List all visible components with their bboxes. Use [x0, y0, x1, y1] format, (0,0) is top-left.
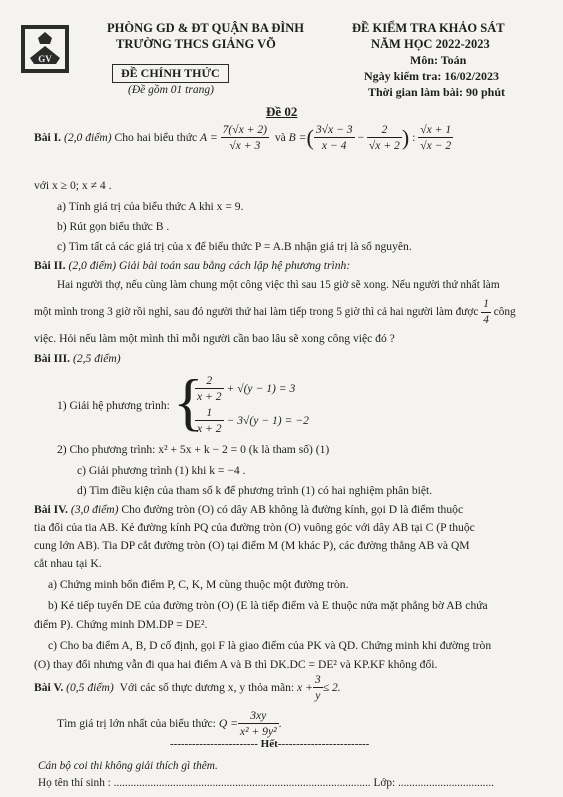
question-2-points: (2,0 điểm) — [68, 259, 117, 272]
question-1-label: Bài I. — [34, 131, 62, 144]
question-2-line-1: Hai người thợ, nếu cùng làm chung một công việc thì sau 15 giờ sẽ xong. Nếu người thứ nhất làm — [57, 279, 500, 291]
question-3-part-2: 2) Cho phương trình: x² + 5x + k − 2 = 0 (k là tham số) (1) — [57, 443, 330, 456]
q-expr-lhs: Q = — [218, 717, 238, 730]
question-2-line-2-end: công — [493, 306, 516, 318]
question-3-label: Bài III. — [34, 352, 71, 365]
question-4-line-3: cung lớn AB). Tia DP cắt đường tròn (O) tại điểm M (M khác P), các đường thẳng AB và QM — [34, 539, 470, 552]
question-2-title: Giải bài toán sau bằng cách lập hệ phương trình: — [119, 259, 351, 272]
exam-title: ĐỀ KIỂM TRA KHẢO SÁT — [352, 21, 505, 35]
question-2-label: Bài II. — [34, 259, 66, 272]
question-5-line-1 — [34, 672, 341, 703]
question-1-header: Bài I. (2,0 điểm) Cho hai biểu thức A = $\frac{7(√x + 2)}{√x + 3}$ và B = ( $\frac{3√x - 3}{x - 4}$ − $\frac{2}{√x + 2}$ ) : $\frac{√x + 1}{√x - 2}$ — [34, 123, 452, 152]
question-3-header — [34, 351, 121, 366]
and-word: và — [274, 131, 286, 144]
constraint-numerator: 3 — [314, 673, 321, 686]
question-4-points: (3,0 điểm) — [70, 503, 119, 516]
school-logo — [20, 24, 70, 74]
division-sign: : — [412, 131, 416, 144]
constraint-rhs: ≤ 2. — [322, 681, 341, 694]
expr-b-lhs: B = — [288, 131, 307, 144]
question-3-part-c: c) Giải phương trình (1) khi k = −4 . — [77, 464, 246, 477]
q-expr-end: . — [278, 717, 282, 730]
question-4-line-4: cắt nhau tại K. — [34, 557, 102, 570]
quarter-denominator: 4 — [483, 314, 489, 326]
question-5-points: (0,5 điểm) — [66, 681, 114, 694]
expr-b-fraction-3 — [418, 122, 453, 153]
exam-code: Đề 02 — [266, 104, 298, 119]
question-4-part-a: a) Chứng minh bốn điểm P, C, K, M cùng thuộc một đường tròn. — [48, 578, 349, 591]
school-name: TRƯỜNG THCS GIẢNG VÕ — [116, 37, 276, 51]
question-4-text-1: Cho đường tròn (O) có dây AB không là đường kính, gọi D là điểm thuộc — [121, 503, 464, 516]
candidate-info-line: Họ tên thí sinh : ........................................................................................... Lớp: .................................. — [38, 777, 494, 789]
question-3-points: (2,5 điểm) — [73, 352, 121, 365]
subject: Môn: Toán — [410, 53, 467, 67]
question-5-label: Bài V. — [34, 681, 64, 694]
quarter-fraction — [481, 297, 491, 328]
question-1-condition: với x ≥ 0; x ≠ 4 . — [34, 179, 112, 192]
expr-a-fraction — [221, 122, 269, 153]
expr-a-numerator: 7(√x + 2) — [222, 123, 268, 136]
system-equation-2 — [195, 405, 309, 436]
question-1-part-c: c) Tìm tất cả các giá trị của x để biểu thức P = A.B nhận giá trị là số nguyên. — [57, 240, 412, 253]
eq1-fraction — [195, 373, 224, 404]
expr-a-denominator: √x + 3 — [229, 139, 261, 152]
svg-text:GV: GV — [38, 54, 52, 64]
question-1-intro: Cho hai biểu thức — [114, 131, 198, 144]
constraint-lhs: x + — [297, 681, 313, 694]
constraint-fraction — [313, 672, 323, 703]
question-4-label: Bài IV. — [34, 503, 68, 516]
expr-b-fraction-1 — [314, 122, 355, 153]
end-marker: ------------------------ Hết------------------------- — [170, 738, 370, 750]
constraint-denominator: y — [315, 689, 321, 702]
school-year: NĂM HỌC 2022-2023 — [371, 37, 490, 51]
expr-b-f3-den: √x − 2 — [420, 139, 452, 152]
expr-b-f3-num: √x + 1 — [420, 123, 452, 136]
expr-b-f2-den: √x + 2 — [368, 139, 400, 152]
official-label: ĐỀ CHÍNH THỨC — [112, 64, 229, 83]
question-5-text-2: Tìm giá trị lớn nhất của biểu thức: — [57, 717, 216, 730]
proctor-note: Cán bộ coi thi không giải thích gì thêm. — [38, 760, 218, 772]
question-2-line-2 — [34, 297, 516, 328]
question-1-part-a: a) Tính giá trị của biểu thức A khi x = 9. — [57, 200, 244, 213]
question-4-line-1 — [34, 502, 463, 517]
eq1-numerator: 2 — [195, 373, 224, 389]
question-2-line-2-text: một mình trong 3 giờ rồi nghỉ, sau đó người thứ hai làm tiếp trong 5 giờ thì cả hai người làm được — [34, 306, 479, 318]
q-expr-fraction — [238, 708, 279, 739]
system-brace: { — [173, 366, 204, 437]
question-3-part-1: 1) Giải hệ phương trình: — [57, 399, 170, 412]
eq1-denominator: x + 2 — [197, 390, 222, 403]
q-expr-numerator: 3xy — [238, 708, 279, 724]
exam-date: Ngày kiểm tra: 16/02/2023 — [364, 69, 499, 83]
question-4-part-c-1: c) Cho ba điểm A, B, D cố định, gọi F là giao điểm của PK và QD. Chứng minh khi đường tròn — [48, 639, 492, 652]
eq2-fraction — [195, 405, 224, 436]
eq1-rest: + √(y − 1) = 3 — [226, 382, 296, 395]
exam-duration: Thời gian làm bài: 90 phút — [368, 85, 506, 99]
question-4-part-b-1: b) Kẻ tiếp tuyến DE của đường tròn (O) (E là tiếp điểm và E thuộc nửa mặt phẳng bờ AB chứa — [48, 599, 488, 612]
question-4-part-c-2: (O) thay đổi nhưng vẫn đi qua hai điểm A và B thì DK.DC = DE² và KP.KF không đổi. — [34, 658, 438, 671]
question-5-text-1: Với các số thực dương x, y thỏa mãn: — [119, 681, 295, 694]
page-count: (Đề gồm 01 trang) — [128, 84, 214, 96]
expr-b-f2-num: 2 — [367, 122, 402, 138]
q-expr-denominator: x² + 9y² — [239, 725, 277, 738]
expr-b-f1-num: 3√x − 3 — [315, 123, 353, 136]
question-4-line-2: tia đối của tia AB. Kẻ đường kính PQ của đường tròn (O) vuông góc với dây AB tại C (P thuộc — [34, 521, 475, 534]
question-2-header — [34, 258, 350, 273]
question-4-part-b-2: điểm P). Chứng minh DM.DP = DE². — [34, 618, 208, 631]
question-1-part-b: b) Rút gọn biểu thức B . — [57, 220, 170, 233]
quarter-numerator: 1 — [481, 297, 491, 313]
question-3-part-d: d) Tìm điều kiện của tham số k để phương trình (1) có hai nghiệm phân biệt. — [77, 484, 433, 497]
expr-b-fraction-2 — [367, 122, 402, 153]
question-2-line-3: việc. Hỏi nếu làm một mình thì mỗi người cần bao lâu sẽ xong công việc đó ? — [34, 332, 395, 345]
minus-sign: − — [357, 131, 364, 144]
eq2-denominator: x + 2 — [197, 422, 222, 435]
department-name: PHÒNG GD & ĐT QUẬN BA ĐÌNH — [107, 21, 305, 35]
system-equation-1 — [195, 373, 295, 404]
expr-b-f1-den: x − 4 — [321, 139, 347, 152]
question-5-line-2 — [57, 708, 282, 739]
eq2-rest: − 3√(y − 1) = −2 — [226, 414, 309, 427]
eq2-numerator: 1 — [195, 405, 224, 421]
expr-a-lhs: A = — [200, 131, 218, 144]
question-1-points: (2,0 điểm) — [63, 131, 112, 144]
